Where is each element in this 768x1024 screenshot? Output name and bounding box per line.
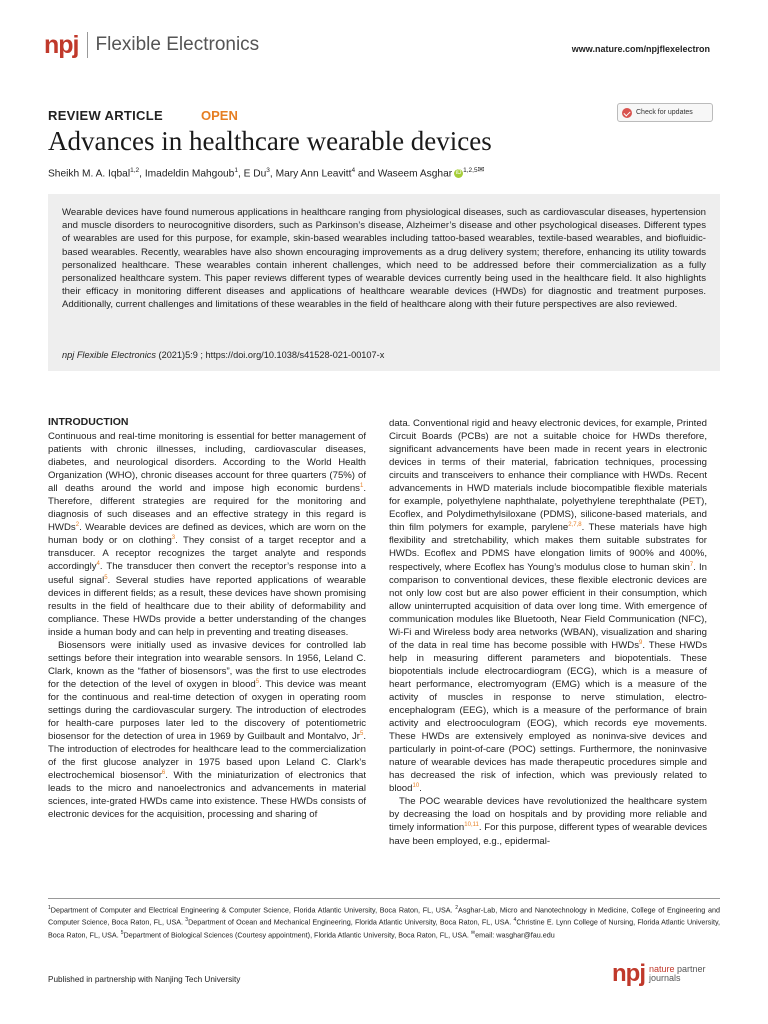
reference-link[interactable]: 4 bbox=[96, 561, 100, 568]
check-updates-icon bbox=[622, 108, 632, 118]
reference-link[interactable]: 2 bbox=[75, 522, 80, 529]
citation-doi-link[interactable]: (2021)5:9 ; https://doi.org/10.1038/s41528-021-00107-x bbox=[155, 350, 385, 360]
affiliation-footnotes bbox=[48, 903, 720, 940]
affiliation-text: email: wasghar@fau.edu bbox=[475, 930, 555, 940]
check-updates-label: Check for updates bbox=[636, 109, 693, 116]
author-name[interactable]: Sheikh M. A. Iqbal bbox=[48, 168, 131, 180]
reference-link[interactable]: 5 bbox=[359, 730, 364, 737]
affiliation-number: 4 bbox=[513, 917, 517, 924]
citation-journal: npj Flexible Electronics bbox=[62, 350, 156, 360]
affiliation-number: 1 bbox=[48, 905, 51, 911]
brand-divider bbox=[87, 32, 88, 58]
abstract-text: Wearable devices have found numerous applications in healthcare ranging from physiological diseases, such as cardiovascular diseases, hypertension and muscle disorders to neurocognitive disorders, such as Parkinson’s disease, Alzheimer’s disease and other psychological diseases. Different types of wearables are used for this purpose, for example, skin-based wearables including tattoo-based wearables, textile-based wearables, and biofluidic-based wearables. Recently, wearables have also shown encouraging improvements as a drug delivery system; therefore, enhancing its utility towards personalized healthcare. These wearables contain inherent challenges, which need to be addressed before their commercialization as a fully personalized healthcare system. This paper reviews different types of wearable devices currently being used in the healthcare field. It also highlights their efficacy in monitoring different diseases and applications of healthcare wearable devices (HWDs) for diagnostic and treatment purposes. Additionally, current challenges and limitations of these wearables in the field of healthcare along with their future perspectives are also reviewed. bbox=[62, 207, 706, 311]
footer-partner-text: nature partner journals bbox=[649, 964, 706, 983]
author-list: Sheikh M. A. Iqbal$^{1,2}$, Imadeldin Mahgoub$^1$, E Du$^3$, Mary Ann Leavitt$^4$ and Waseem Asghar iD $^{1,2,5✉}$ bbox=[48, 165, 485, 180]
author-name[interactable]: E Du bbox=[243, 168, 267, 180]
reference-link[interactable]: 6 bbox=[161, 770, 166, 777]
affiliation-number: 5 bbox=[120, 929, 124, 936]
author-affiliation: 1 bbox=[234, 167, 238, 174]
affiliation-number: 2 bbox=[455, 905, 459, 911]
email-icon[interactable]: ✉ bbox=[477, 165, 485, 174]
journal-name: Flexible Electronics bbox=[95, 34, 260, 55]
footnote-divider bbox=[48, 898, 720, 899]
reference-link[interactable]: 2,7,8 bbox=[568, 522, 582, 529]
reference-link[interactable]: 10,11 bbox=[464, 822, 479, 829]
affiliation-text: Department of Ocean and Mechanical Engineering, Florida Atlantic University, Boca Raton, FL, USA. bbox=[188, 917, 514, 927]
footer-npj-logo: npj bbox=[612, 960, 645, 987]
orcid-icon[interactable]: iD bbox=[455, 170, 462, 177]
affiliation-number: ✉ bbox=[470, 929, 476, 936]
body-paragraph: Continuous and real-time monitoring is essential for better management of patients with chronic illnesses, including, cardiovascular diseases, diabetes, and neurological disorders. According to the World Health Organization (WHO), chronic diseases account for three quarters (75%) of all deaths around the world and impose high economic burdens$^1$. Therefore, different strategies are required for the monitoring and diagnosis of such diseases and an effective strategy in this regard is HWDs$^2$. Wearable devices are defined as devices, which are worn on the human body or on clothing$^3$. They consist of a target receptor and a transducer. A receptor recognizes the target analyte and responds accordingly$^4$. The transducer then convert the receptor’s response into a useful signal$^5$. Several studies have reported applications of wearable devices in different fields; as a result, these devices have shown promising results in the field of healthcare due to their ability of deformability and compliance. These HWDs provide a better understanding of the changes inside a human body and can help in preventing and treating diseases. bbox=[48, 431, 366, 638]
reference-link[interactable]: 5 bbox=[104, 574, 108, 581]
body-column-left bbox=[48, 430, 366, 821]
affiliation-number: 3 bbox=[185, 917, 189, 924]
section-heading-introduction: INTRODUCTION bbox=[48, 416, 129, 428]
author-affiliation: 1,2 bbox=[130, 167, 140, 174]
check-for-updates-button[interactable] bbox=[617, 103, 713, 122]
nature-partner-journals-logo bbox=[612, 960, 706, 988]
author-affiliation: 1,2,5 bbox=[463, 167, 478, 174]
affiliation-text: Asghar-Lab, Micro and Nanotechnology in Medicine, College of Engineering and Computer Science, Boca Raton, FL, USA. bbox=[48, 905, 720, 927]
author-affiliation: 3 bbox=[266, 167, 270, 174]
author-name[interactable]: Imadeldin Mahgoub bbox=[144, 168, 235, 180]
journal-brand[interactable] bbox=[44, 30, 259, 60]
article-title: Advances in healthcare wearable devices bbox=[48, 126, 492, 156]
reference-link[interactable]: 7 bbox=[689, 561, 694, 568]
reference-link[interactable]: 1 bbox=[359, 483, 364, 489]
body-paragraph: Biosensors were initially used as invasive devices for controlled lab settings before their integration into wearable sensors. In 1956, Leland C. Clark, known as the “father of biosensors”, was the first to use electrodes for the detection of the level of oxygen in blood$^5$. This device was meant for the continuous and real-time detection of oxygen in operating room settings during the cardiovascular surgery. The introduction of electrodes for health-care purposes later led to the discovery of potentiometric biosensor for the detection of urea in 1969 by Guilbault and Montalvo, Jr$^5$. The introduction of electrodes for healthcare lead to the commercialization of the first glucose analyzer in 1975 based upon Leland C. Clark’s electrochemical biosensor$^6$. With the miniaturization of electronics that leads to the micro and nanoelectronics and advancements in material sciences, inte-grated HWDs came into existence. These HWDs consists of electronic devices for the acquisition, processing and sharing of bbox=[48, 639, 366, 821]
publisher-partnership: Published in partnership with Nanjing Tech University bbox=[48, 975, 241, 984]
citation bbox=[62, 350, 384, 360]
body-column-right bbox=[389, 417, 707, 848]
npj-logo: npj bbox=[44, 30, 79, 59]
journal-url-link[interactable]: www.nature.com/npjflexelectron bbox=[571, 44, 710, 54]
author-name[interactable]: Waseem Asghar bbox=[377, 168, 453, 180]
body-paragraph: data. Conventional rigid and heavy electronic devices, for example, Printed Circuit Boards (PCBs) are not a suitable choice for HWDs therefore, significant advancements have been made in recent years in electronic devices in terms of their material, fabrication techniques, processing circuits and transceivers to enhance their compliance with HWDs. Recent advancements in HWD materials include biocompatible flexible materials for example, polyethylene naphthalate, polyethylene terephthalate (PET), Ecoflex, and Polydimethylsiloxane (PDMS), silicone-based materials, and thin film polymers for example, parylene$^{2,7,8}$. These materials have high flexibility and stretchability, which makes them suitable substrates for HWDs. Ecoflex and PDMS have elongation limits of 900% and 400%, respectively, where Ecoflex has Young’s modulus close to human skin$^7$. In comparison to conventional devices, these flexible electronic devices are not only low cost but are also power efficient in their consumption, which allow uninterrupted acquisition of data over long time. With emergence of communication modules like Bluetooth, Near Field Communication (NFC), Wi-Fi and Wireless body area networks (WBAN), visualization and sharing of the data in real time has become possible with HWDs$^9$. These HWDs help in measuring different parameters and biopotentials. These biopotentials include electrocardiogram (ECG), which is a measure of heart performance, electromyogram (EMG) which is a measure of the activity of muscles in response to nerve stimulation, electro-encephalogram (EEG), which is a measure of the performance of brain activity and electrooculogram (EOG), which records eye movements. These HWDs are extensively employed as noninva-sive devices and particularly in point-of-care (POC) settings. Furthermore, the noninvasive nature of wearable devices has made therapeutic procedures simple and has decreased the risk of infection, which was previously related to blood$^{10}$. bbox=[389, 418, 708, 795]
reference-link[interactable]: 9 bbox=[639, 639, 643, 646]
body-paragraph: The POC wearable devices have revolutionized the healthcare system by decreasing the load on hospitals and by providing more reliable and timely information$^{10,11}$. For this purpose, different types of wearable devices have been employed, e.g., epidermal- bbox=[389, 796, 707, 847]
affiliation-text: Christine E. Lynn College of Nursing, Florida Atlantic University, Boca Raton, FL, USA. bbox=[48, 917, 721, 940]
reference-link[interactable]: 10 bbox=[412, 783, 420, 790]
author-name[interactable]: Mary Ann Leavitt bbox=[275, 168, 352, 180]
reference-link[interactable]: 3 bbox=[171, 535, 176, 542]
affiliation-text: Department of Computer and Electrical Engineering & Computer Science, Florida Atlantic University, Boca Raton, FL, USA. bbox=[50, 905, 456, 915]
affiliation-text: Department of Biological Sciences (Courtesy appointment), Florida Atlantic University, Boca Raton, FL, USA. bbox=[123, 930, 471, 940]
article-type: REVIEW ARTICLE bbox=[48, 108, 163, 123]
author-affiliation: 4 bbox=[351, 167, 356, 174]
open-access-label: OPEN bbox=[201, 108, 238, 123]
reference-link[interactable]: 5 bbox=[255, 678, 260, 685]
